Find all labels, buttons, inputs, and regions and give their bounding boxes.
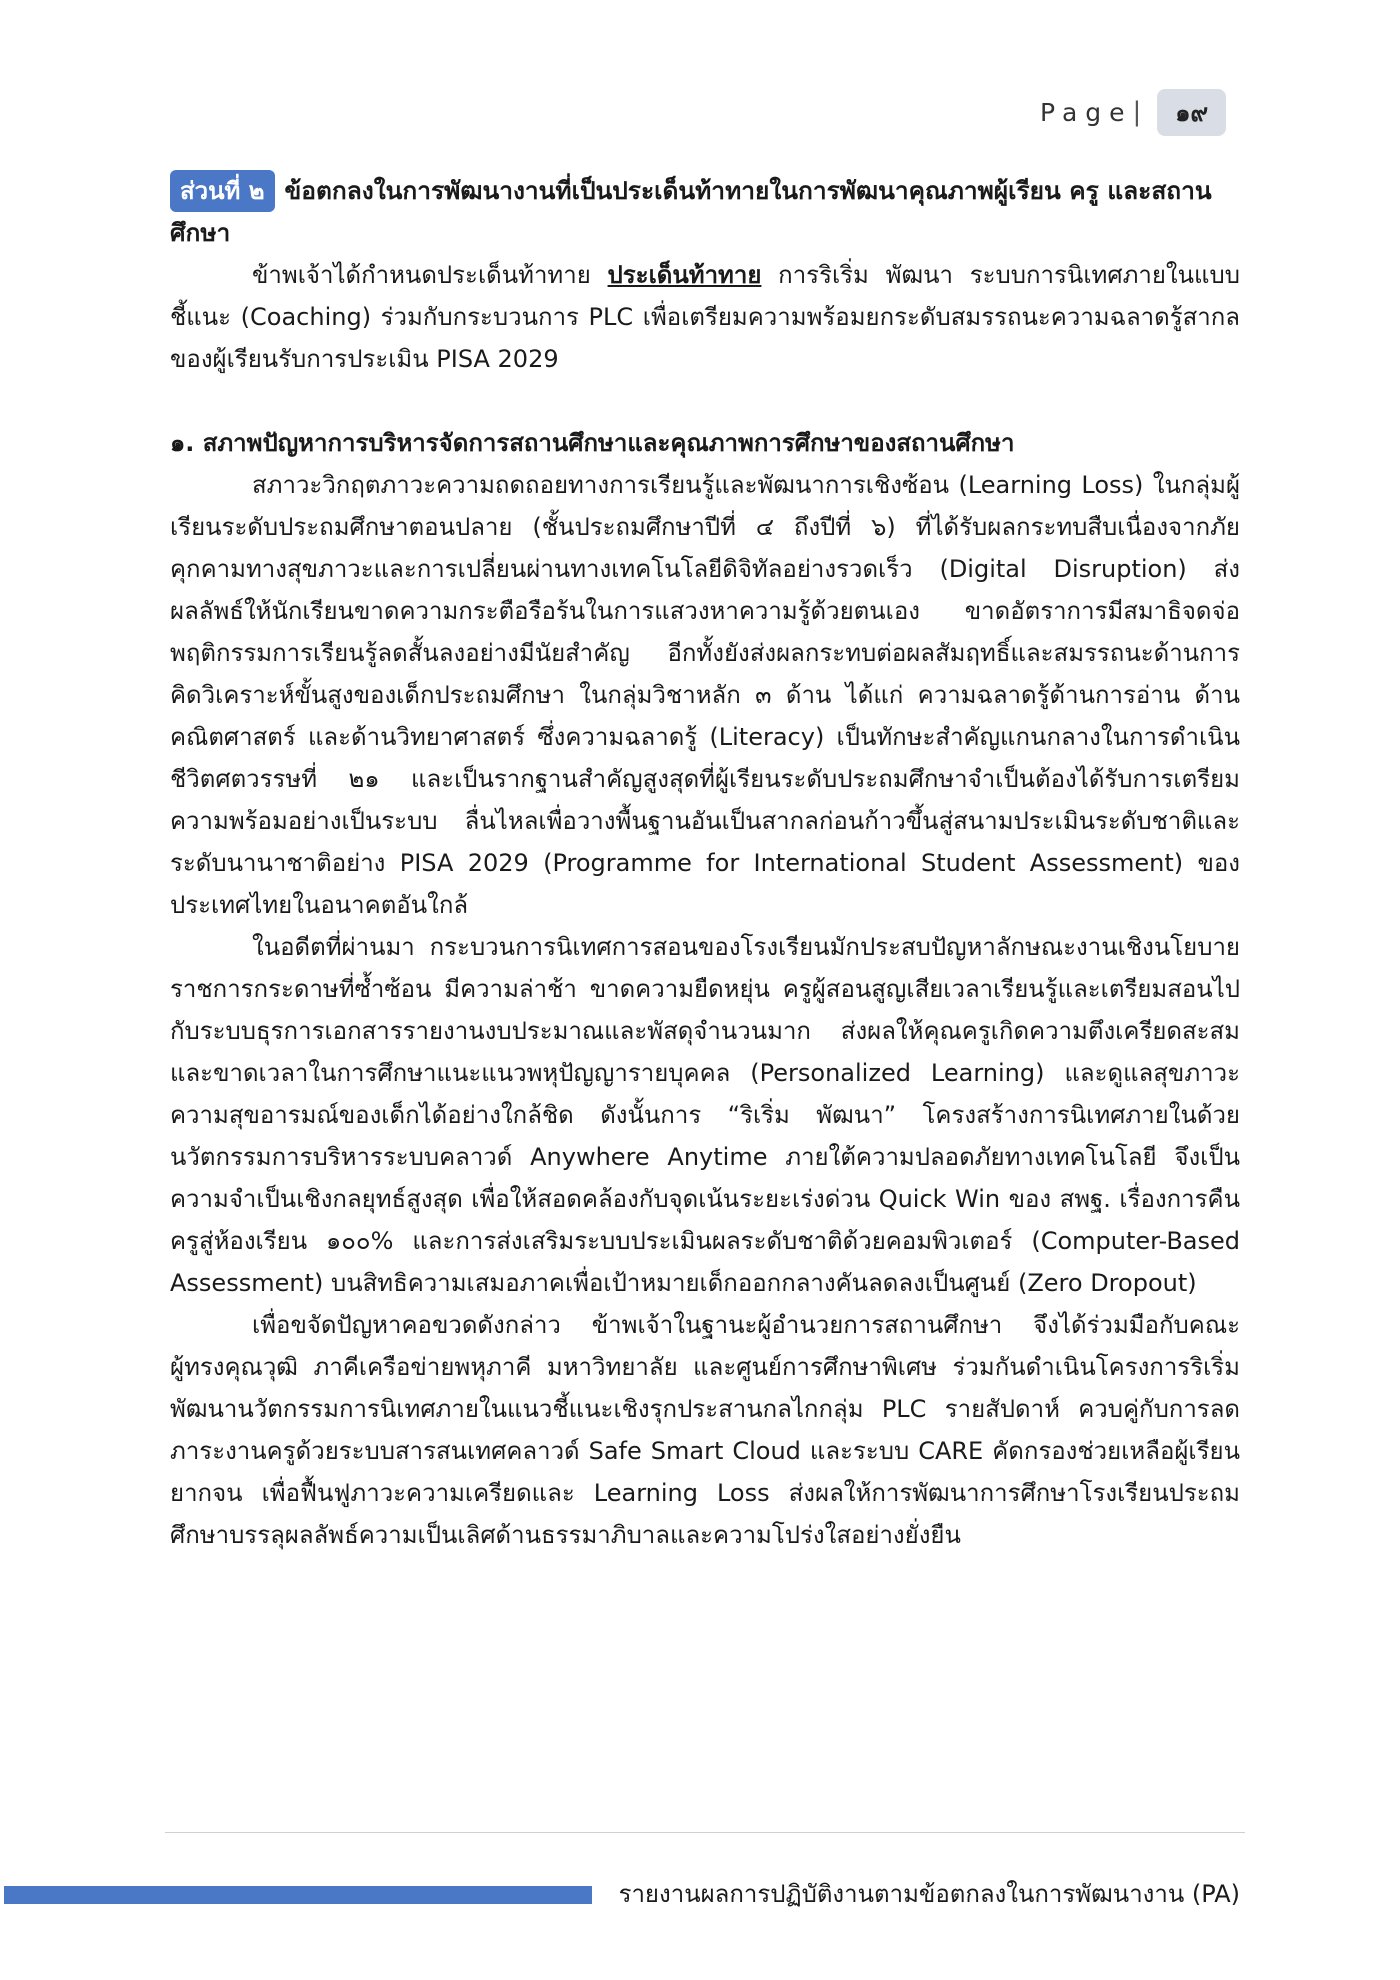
subsection-heading: ๑. สภาพปัญหาการบริหารจัดการสถานศึกษาและคุณภาพการศึกษาของสถานศึกษา [170,429,1015,457]
footer-divider [165,1832,1245,1833]
footer-accent-bar [4,1886,592,1904]
footer-title: รายงานผลการปฏิบัติงานตามข้อตกลงในการพัฒนางาน (PA) [618,1880,1240,1908]
section-heading [170,170,1240,254]
section-badge: ส่วนที่ ๒ [170,170,275,212]
body-paragraph-1: สภาวะวิกฤตภาวะความถดถอยทางการเรียนรู้และพัฒนาการเชิงซ้อน (Learning Loss) ในกลุ่มผู้เรียนระดับประถมศึกษาตอนปลาย (ชั้นประถมศึกษาปีที่ ๔ ถึงปีที่ ๖) ที่ได้รับผลกระทบสืบเนื่องจากภัยคุกคามทางสุขภาวะและการเปลี่ยนผ่านทางเทคโนโลยีดิจิทัลอย่างรวดเร็ว (Digital Disruption) ส่งผลลัพธ์ให้นักเรียนขาดความกระตือรือร้นในการแสวงหาความรู้ด้วยตนเอง ขาดอัตราการมีสมาธิจดจ่อพฤติกรรมการเรียนรู้ลดสั้นลงอย่างมีนัยสำคัญ อีกทั้งยังส่งผลกระทบต่อผลสัมฤทธิ์และสมรรถนะด้านการคิดวิเคราะห์ขั้นสูงของเด็กประถมศึกษา ในกลุ่มวิชาหลัก ๓ ด้าน ได้แก่ ความฉลาดรู้ด้านการอ่าน ด้านคณิตศาสตร์ และด้านวิทยาศาสตร์ ซึ่งความฉลาดรู้ (Literacy) เป็นทักษะสำคัญแกนกลางในการดำเนินชีวิตศตวรรษที่ ๒๑ และเป็นรากฐานสำคัญสูงสุดที่ผู้เรียนระดับประถมศึกษาจำเป็นต้องได้รับการเตรียมความพร้อมอย่างเป็นระบบ ลื่นไหลเพื่อวางพื้นฐานอันเป็นสากลก่อนก้าวขึ้นสู่สนามประเมินระดับชาติและระดับนานาชาติอย่าง PISA 2029 (Programme for International Student Assessment) ของประเทศไทยในอนาคตอันใกล้ [170,471,1240,919]
page-number-badge: ๑๙ [1157,89,1226,136]
document-body [170,170,1240,1556]
page-separator: | [1132,97,1142,127]
page-header [1040,90,1226,134]
section-title: ข้อตกลงในการพัฒนางานที่เป็นประเด็นท้าทายในการพัฒนาคุณภาพผู้เรียน ครู และสถานศึกษา [170,176,1212,247]
intro-rest: การริเริ่ม พัฒนา ระบบการนิเทศภายในแบบชี้แนะ (Coaching) ร่วมกับกระบวนการ PLC เพื่อเตรียมความพร้อมยกระดับสมรรถนะความฉลาดรู้สากลของผู้เรียนรับการประเมิน PISA 2029 [170,261,1240,373]
intro-paragraph [170,254,1240,380]
page-label: Page [1040,97,1133,127]
body-paragraph-2: ในอดีตที่ผ่านมา กระบวนการนิเทศการสอนของโรงเรียนมักประสบปัญหาลักษณะงานเชิงนโยบายราชการกระดาษที่ซ้ำซ้อน มีความล่าช้า ขาดความยืดหยุ่น ครูผู้สอนสูญเสียเวลาเรียนรู้และเตรียมสอนไปกับระบบธุรการเอกสารรายงานงบประมาณและพัสดุจำนวนมาก ส่งผลให้คุณครูเกิดความตึงเครียดสะสม และขาดเวลาในการศึกษาแนะแนวพหุปัญญารายบุคคล (Personalized Learning) และดูแลสุขภาวะความสุขอารมณ์ของเด็กได้อย่างใกล้ชิด ดังนั้นการ “ริเริ่ม พัฒนา” โครงสร้างการนิเทศภายในด้วยนวัตกรรมการบริหารระบบคลาวด์ Anywhere Anytime ภายใต้ความปลอดภัยทางเทคโนโลยี จึงเป็นความจำเป็นเชิงกลยุทธ์สูงสุด เพื่อให้สอดคล้องกับจุดเน้นระยะเร่งด่วน Quick Win ของ สพฐ. เรื่องการคืนครูสู่ห้องเรียน ๑๐๐% และการส่งเสริมระบบประเมินผลระดับชาติด้วยคอมพิวเตอร์ (Computer-Based Assessment) บนสิทธิความเสมอภาคเพื่อเป้าหมายเด็กออกกลางคันลดลงเป็นศูนย์ (Zero Dropout) [170,933,1240,1297]
intro-lead: ข้าพเจ้าได้กำหนดประเด็นท้าทาย [252,261,608,289]
intro-keyword: ประเด็นท้าทาย [607,261,762,289]
body-paragraph-3: เพื่อขจัดปัญหาคอขวดดังกล่าว ข้าพเจ้าในฐานะผู้อำนวยการสถานศึกษา จึงได้ร่วมมือกับคณะผู้ทรงคุณวุฒิ ภาคีเครือข่ายพหุภาคี มหาวิทยาลัย และศูนย์การศึกษาพิเศษ ร่วมกันดำเนินโครงการริเริ่มพัฒนานวัตกรรมการนิเทศภายในแนวชี้แนะเชิงรุกประสานกลไกกลุ่ม PLC รายสัปดาห์ ควบคู่กับการลดภาระงานครูด้วยระบบสารสนเทศคลาวด์ Safe Smart Cloud และระบบ CARE คัดกรองช่วยเหลือผู้เรียนยากจน เพื่อฟื้นฟูภาวะความเครียดและ Learning Loss ส่งผลให้การพัฒนาการศึกษาโรงเรียนประถมศึกษาบรรลุผลลัพธ์ความเป็นเลิศด้านธรรมาภิบาลและความโปร่งใสอย่างยั่งยืน [170,1311,1240,1549]
